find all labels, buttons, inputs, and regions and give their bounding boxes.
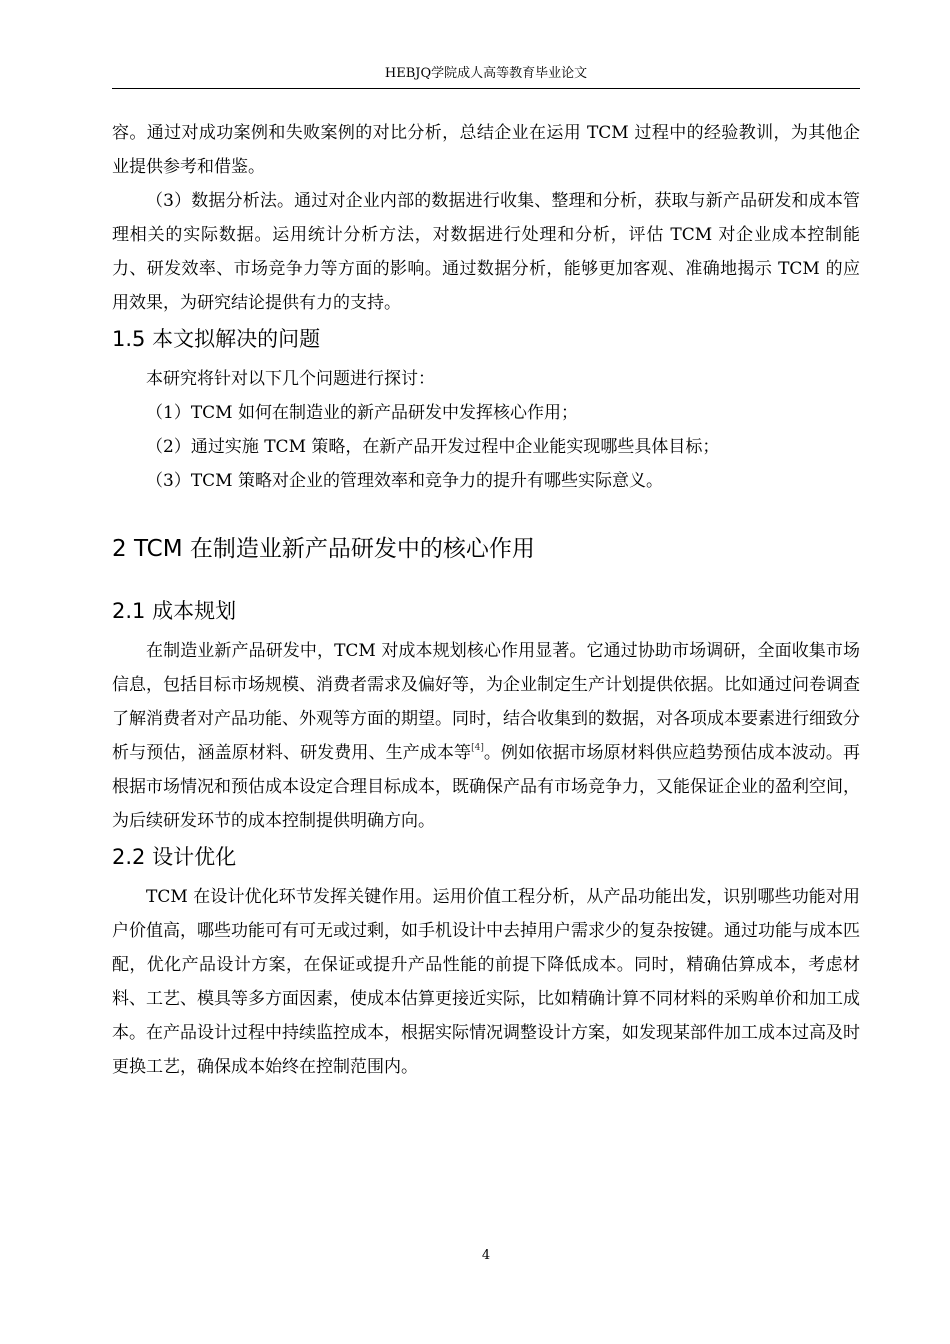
body-text xyxy=(112,116,860,1084)
paragraph-data-analysis-method: （3）数据分析法。通过对企业内部的数据进行收集、整理和分析，获取与新产品研发和成本管理相关的实际数据。运用统计分析方法，对数据进行处理和分析，评估 TCM 对企业成本控制能力、研发效率、市场竞争力等方面的影响。通过数据分析，能够更加客观、准确地揭示 TCM 的应用效果，为研究结论提供有力的支持。 xyxy=(112,191,860,313)
cost-planning-text-b: 。例如依据市场原材料供应趋势预估成本波动。再根据市场情况和预估成本设定合理目标成本，既确保产品有市场竞争力，又能保证企业的盈利空间，为后续研发环节的成本控制提供明确方向。 xyxy=(112,743,861,831)
question-item-2: （2）通过实施 TCM 策略，在新产品开发过程中企业能实现哪些具体目标； xyxy=(146,437,720,457)
question-item-3: （3）TCM 策略对企业的管理效率和竞争力的提升有哪些实际意义。 xyxy=(146,471,663,491)
section-heading-2-2: 2.2 设计优化 xyxy=(112,845,237,869)
header-rule xyxy=(112,88,860,89)
paragraph-methods-case-cont: 容。通过对成功案例和失败案例的对比分析，总结企业在运用 TCM 过程中的经验教训，为其他企业提供参考和借鉴。 xyxy=(112,123,860,177)
running-header: HEBJQ学院成人高等教育毕业论文 xyxy=(384,66,588,81)
paragraph-design-optimization: TCM 在设计优化环节发挥关键作用。运用价值工程分析，从产品功能出发，识别哪些功能对用户价值高，哪些功能可有可无或过剩，如手机设计中去掉用户需求少的复杂按键。通过功能与成本匹配，优化产品设计方案，在保证或提升产品性能的前提下降低成本。同时，精确估算成本，考虑材料、工艺、模具等多方面因素，使成本估算更接近实际，比如精确计算不同材料的采购单价和加工成本。在产品设计过程中持续监控成本，根据实际情况调整设计方案，如发现某部件加工成本过高及时更换工艺，确保成本始终在控制范围内。 xyxy=(112,887,860,1077)
question-item-1: （1）TCM 如何在制造业的新产品研发中发挥核心作用； xyxy=(146,403,578,423)
chapter-heading-2: 2 TCM 在制造业新产品研发中的核心作用 xyxy=(112,536,535,562)
section-heading-1-5: 1.5 本文拟解决的问题 xyxy=(112,327,321,351)
page-number: 4 xyxy=(481,1248,491,1263)
cost-planning-text-a: 在制造业新产品研发中，TCM 对成本规划核心作用显著。它通过协助市场调研，全面收集市场信息，包括目标市场规模、消费者需求及偏好等，为企业制定生产计划提供依据。比如通过问卷调查了解消费者对产品功能、外观等方面的期望。同时，结合收集到的数据，对各项成本要素进行细致分析与预估，涵盖原材料、研发费用、生产成本等 xyxy=(112,641,860,763)
citation-ref-4: [4] xyxy=(471,743,484,753)
paragraph-cost-planning xyxy=(112,634,860,838)
section-heading-2-1: 2.1 成本规划 xyxy=(112,599,237,623)
paragraph-questions-intro: 本研究将针对以下几个问题进行探讨： xyxy=(146,369,435,389)
